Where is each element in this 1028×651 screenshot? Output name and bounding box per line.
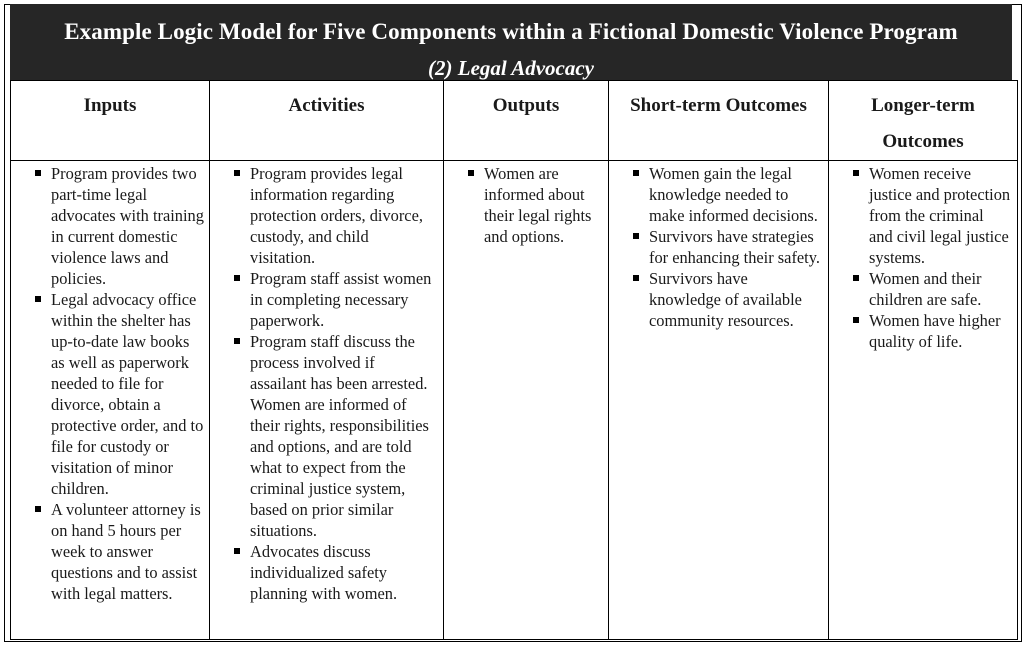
cell-outputs	[444, 161, 609, 640]
list-item: Survivors have strategies for enhancing their safety.	[609, 226, 828, 268]
short-term-outcomes-list	[609, 163, 828, 331]
outputs-list	[444, 163, 608, 247]
list-item: Survivors have knowledge of available community resources.	[609, 268, 828, 331]
cell-inputs	[11, 161, 210, 640]
table-body-row	[11, 161, 1018, 640]
inputs-list	[11, 163, 209, 604]
list-item: Program staff assist women in completing necessary paperwork.	[210, 268, 443, 331]
activities-list	[210, 163, 443, 604]
list-item: Legal advocacy office within the shelter has up-to-date law books as well as paperwork needed to file for divorce, obtain a protective order, and to file for custody or visitation of minor children.	[11, 289, 209, 499]
list-item: Program provides two part-time legal advocates with training in current domestic violence laws and policies.	[11, 163, 209, 289]
title-banner	[10, 4, 1012, 80]
page-title: Example Logic Model for Five Components within a Fictional Domestic Violence Program	[64, 19, 958, 44]
header-longer-term-outcomes	[829, 81, 1018, 161]
table-header-row	[11, 81, 1018, 161]
list-item: Women receive justice and protection from the criminal and civil legal justice systems.	[829, 163, 1017, 268]
list-item: Women and their children are safe.	[829, 268, 1017, 310]
header-inputs: Inputs	[11, 81, 210, 161]
list-item: Advocates discuss individualized safety planning with women.	[210, 541, 443, 604]
list-item: Women are informed about their legal rights and options.	[444, 163, 608, 247]
list-item: Women have higher quality of life.	[829, 310, 1017, 352]
longer-term-outcomes-list	[829, 163, 1017, 352]
cell-activities	[210, 161, 444, 640]
header-activities: Activities	[210, 81, 444, 161]
cell-longer-term-outcomes	[829, 161, 1018, 640]
list-item: Women gain the legal knowledge needed to make informed decisions.	[609, 163, 828, 226]
header-outputs: Outputs	[444, 81, 609, 161]
page-subtitle: (2) Legal Advocacy	[428, 56, 594, 80]
list-item: A volunteer attorney is on hand 5 hours per week to answer questions and to assist with legal matters.	[11, 499, 209, 604]
header-longer-term-line1: Longer-term	[871, 95, 975, 116]
header-longer-term-line2: Outcomes	[882, 131, 964, 152]
list-item: Program staff discuss the process involved if assailant has been arrested. Women are informed of their rights, responsibilities and options, and are told what to expect from the criminal justice system, based on prior similar situations.	[210, 331, 443, 541]
header-short-term-outcomes: Short-term Outcomes	[609, 81, 829, 161]
list-item: Program provides legal information regarding protection orders, divorce, custody, and child visitation.	[210, 163, 443, 268]
logic-model-table	[10, 80, 1018, 640]
cell-short-term-outcomes	[609, 161, 829, 640]
